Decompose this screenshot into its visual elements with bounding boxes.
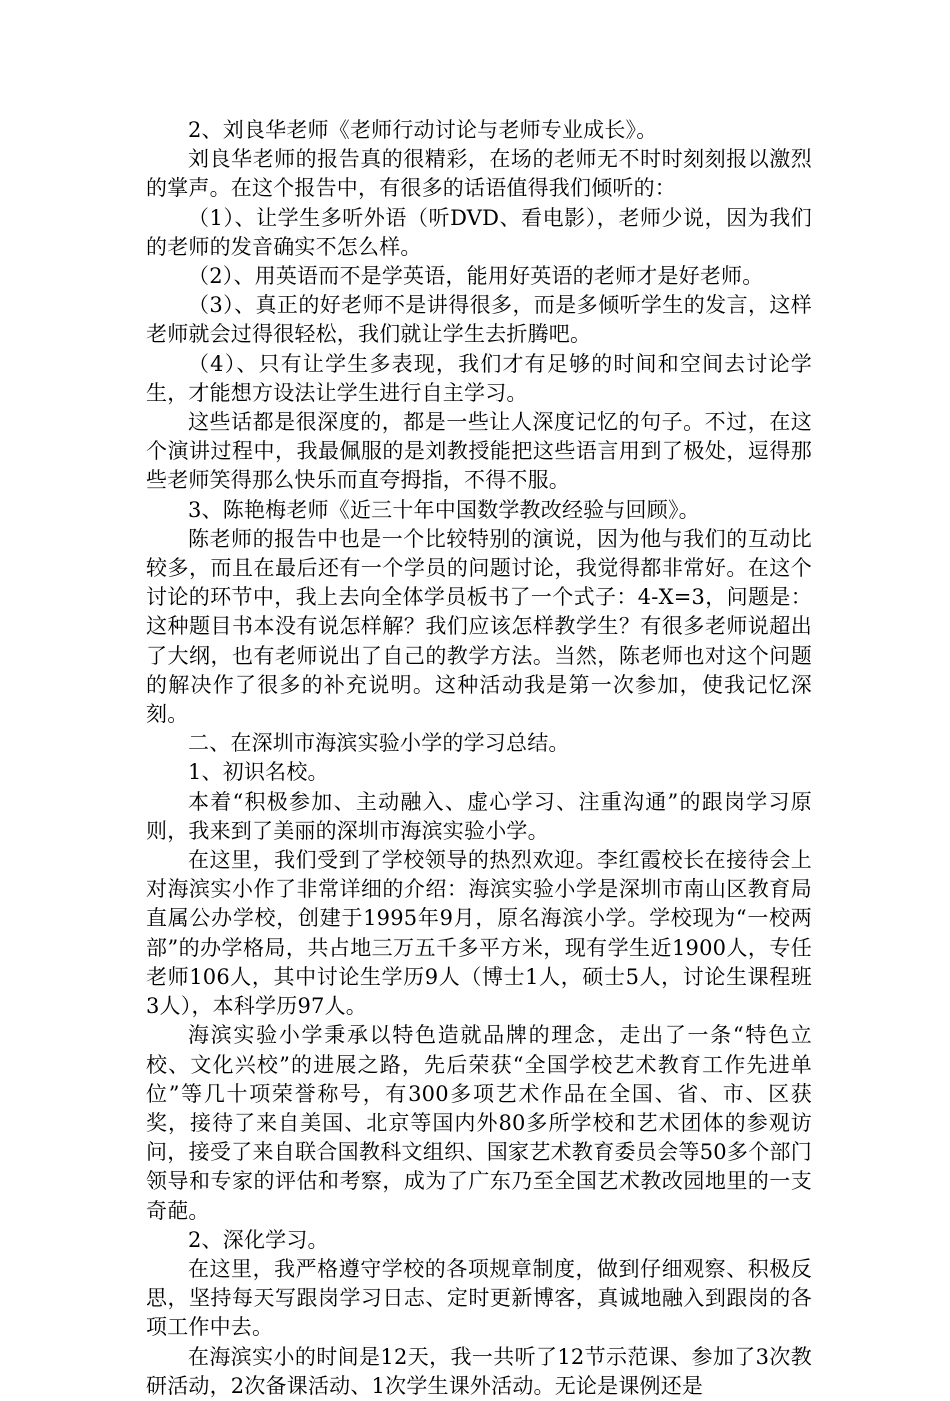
section-heading-haibin: 二、在深圳市海滨实验小学的学习总结。 [188,731,570,756]
paragraph: 本着“积极参加、主动融入、虚心学习、注重沟通”的跟岗学习原则，我来到了美丽的深圳市海滨实验小学。 [146,789,812,843]
paragraph: 在这里，我们受到了学校领导的热烈欢迎。李红霞校长在接待会上对海滨实小作了非常详细的介绍：海滨实验小学是深圳市南山区教育局直属公办学校，创建于1995年9月，原名海滨小学。学校现为“一校两部”的办学格局，共占地三万五千多平方米，现有学生近1900人，专任老师106人，其中讨论生学历9人（博士1人，硕士5人，讨论生课程班3人），本科学历97人。 [146,848,812,1019]
list-item: （4）、只有让学生多表现，我们才有足够的时间和空间去讨论学生，才能想方设法让学生进行自主学习。 [146,351,812,405]
list-item: （2）、用英语而不是学英语，能用好英语的老师才是好老师。 [188,264,764,289]
subsection-heading-deepen: 2、深化学习。 [188,1227,329,1252]
section-heading-chen: 3、陈艳梅老师《近三十年中国数学教改经验与回顾》。 [188,497,700,522]
paragraph: 这些话都是很深度的，都是一些让人深度记忆的句子。不过，在这个演讲过程中，我最佩服的是刘教授能把这些语言用到了极处，逗得那些老师笑得那么快乐而直夸拇指，不得不服。 [146,410,812,493]
document-body [146,116,812,1401]
list-item: （3）、真正的好老师不是讲得很多，而是多倾听学生的发言，这样老师就会过得很轻松，我们就让学生去折腾吧。 [146,293,812,347]
list-item: （1）、让学生多听外语（听DVD、看电影），老师少说，因为我们的老师的发音确实不怎么样。 [146,205,812,259]
paragraph: 刘良华老师的报告真的很精彩，在场的老师无不时时刻刻报以激烈的掌声。在这个报告中，有很多的话语值得我们倾听的： [146,147,812,201]
paragraph: 在这里，我严格遵守学校的各项规章制度，做到仔细观察、积极反思，坚持每天写跟岗学习日志、定时更新博客，真诚地融入到跟岗的各项工作中去。 [146,1256,812,1340]
paragraph: 在海滨实小的时间是12天，我一共听了12节示范课、参加了3次教研活动，2次备课活动、1次学生课外活动。无论是课例还是 [146,1344,812,1398]
paragraph: 陈老师的报告中也是一个比较特别的演说，因为他与我们的互动比较多，而且在最后还有一个学员的问题讨论，我觉得都非常好。在这个讨论的环节中，我上去向全体学员板书了一个式子：4-X=3，问题是：这种题目书本没有说怎样解？我们应该怎样教学生？有很多老师说超出了大纲，也有老师说出了自己的教学方法。当然，陈老师也对这个问题的解决作了很多的补充说明。这种活动我是第一次参加，使我记忆深刻。 [146,526,812,727]
paragraph: 海滨实验小学秉承以特色造就品牌的理念，走出了一条“特色立校、文化兴校”的进展之路，先后荣获“全国学校艺术教育工作先进单位”等几十项荣誉称号，有300多项艺术作品在全国、省、市、区获奖，接待了来自美国、北京等国内外80多所学校和艺术团体的参观访问，接受了来自联合国教科文组织、国家艺术教育委员会等50多个部门领导和专家的评估和考察，成为了广东乃至全国艺术教改园地里的一支奇葩。 [146,1023,812,1223]
section-heading-liu: 2、刘良华老师《老师行动讨论与老师专业成长》。 [188,118,658,142]
subsection-heading-first: 1、初识名校。 [188,760,329,785]
